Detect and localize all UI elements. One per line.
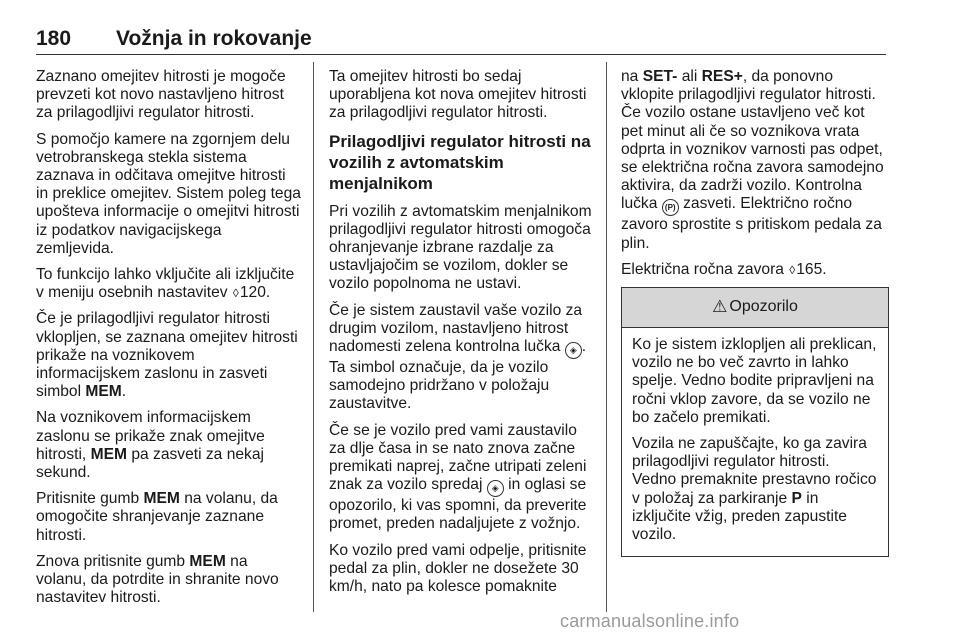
- vehicle-ahead-icon: ◈: [487, 480, 504, 497]
- warning-paragraph: Ko je sistem izklopljen ali preklican, vozilo ne bo več zavrto in lahko spelje. Vedno bodite pripravljeni na ročni vklop zavore, da se vozilo ne bo začelo premikati.: [632, 336, 877, 426]
- paragraph: [329, 302, 595, 414]
- paragraph-text: ali: [681, 68, 698, 85]
- paragraph-text: Če je sistem zaustavil vaše vozilo za drugim vozilom, nastavljeno hitrost nadomesti zelena kontrolna lučka: [329, 301, 583, 356]
- paragraph: S pomočjo kamere na zgornjem delu vetrobranskega stekla sistema zaznava in odčitava omejitve hitrosti in preklice omejitev. Sistem poleg tega upošteva informacije o omejitvi hitrosti iz podatkov navigacijskega zemljevida.: [36, 130, 301, 257]
- paragraph: [621, 261, 889, 279]
- paragraph-text: Če se je vozilo pred vami zaustavilo za dlje časa in se nato znova začne premikati naprej, začne utripati zeleni znak za vozilo spredaj: [329, 421, 587, 494]
- header-divider: [36, 54, 886, 55]
- paragraph: [36, 409, 302, 482]
- res-plus-label: RES+: [701, 68, 743, 85]
- mem-label: MEM: [143, 490, 180, 508]
- page-header: [36, 27, 886, 53]
- paragraph-text: Električna ročna zavora: [621, 260, 784, 278]
- paragraph: Ta omejitev hitrosti bo sedaj uporabljena kot nova omejitev hitrosti za prilagodljivi regulator hitrosti.: [329, 68, 587, 122]
- warning-title: Opozorilo: [729, 298, 798, 316]
- mem-label: MEM: [85, 383, 122, 401]
- paragraph-text: pa zasveti za nekaj sekund.: [36, 445, 264, 482]
- paragraph: [36, 490, 302, 545]
- paragraph: Zaznano omejitev hitrosti je mogoče prevzeti kot novo nastavljeno hitrost za prilagodljivi regulator hitrosti.: [36, 68, 286, 122]
- paragraph-text: Pritisnite gumb: [36, 490, 140, 508]
- column-divider-2: [606, 62, 607, 612]
- column-2: [329, 68, 595, 604]
- paragraph-text: , da ponovno vklopite prilagodljivi regulator hitrosti. Če vozilo ostane ustavljeno več kot pet minut ali če so voznikova vrata odprta in voznikov varnosti pas odpet, se električna ročna zavora samodejno aktivira, da zadrži vozilo. Kontrolna lučka: [621, 68, 884, 213]
- set-minus-label: SET-: [642, 68, 678, 85]
- vehicle-ahead-icon: ◈: [565, 342, 582, 359]
- paragraph: [36, 310, 302, 401]
- paragraph: [36, 266, 302, 302]
- paragraph-text: na: [621, 68, 639, 85]
- paragraph: Ko vozilo pred vami odpelje, pritisnite pedal za plin, dokler ne dosežete 30 km/h, nato pa kolesce pomaknite: [329, 541, 587, 596]
- column-1: [36, 68, 302, 615]
- paragraph-text: na volanu, da omogočite shranjevanje zaznane hitrosti.: [36, 490, 278, 544]
- watermark: carmanualsonline.info: [560, 611, 740, 631]
- page-title: Vožnja in rokovanje: [116, 27, 312, 50]
- column-3: [621, 68, 889, 557]
- paragraph-text: Če je prilagodljivi regulator hitrosti vklopljen, se zaznana omejitev hitrosti prikaže na voznikovem informacijskem zaslonu in zasveti simbol: [36, 310, 298, 401]
- paragraph-text: Na voznikovem informacijskem zaslonu se prikaže znak omejitve hitrosti,: [36, 409, 265, 463]
- arrow-reference-icon: ◊: [232, 286, 239, 301]
- paragraph-text: zasveti. Električno ročno zavoro sprostite s pritiskom pedala za plin.: [621, 195, 882, 252]
- park-position-label: P: [791, 489, 802, 507]
- page-number: 180: [36, 27, 72, 50]
- parking-brake-lamp-icon: (P): [662, 199, 679, 216]
- page-reference[interactable]: 120.: [239, 284, 271, 302]
- warning-body: [622, 328, 888, 556]
- paragraph-text: To funkcijo lahko vključite ali izključite v meniju osebnih nastavitev: [36, 266, 295, 302]
- paragraph-text: Znova pritisnite gumb: [36, 552, 186, 570]
- paragraph-text: .: [121, 383, 127, 401]
- page-reference[interactable]: 165.: [796, 260, 827, 278]
- paragraph-text: in oglasi se opozorilo, ki vas spomni, da preverite promet, preden nadaljujete z vožnjo.: [329, 476, 587, 533]
- paragraph: Pri vozilih z avtomatskim menjalnikom prilagodljivi regulator hitrosti omogoča ohranjevanje izbrane razdalje za ustavljajočim se vozilom, dokler se vozilo popolnoma ne ustavi.: [329, 202, 592, 293]
- column-divider-1: [313, 62, 314, 612]
- paragraph-text: na volanu, da potrdite in shranite novo nastavitev hitrosti.: [36, 552, 279, 607]
- section-heading: Prilagodljivi regulator hitrosti na vozilih z avtomatskim menjalnikom: [329, 131, 591, 193]
- paragraph: [329, 422, 595, 534]
- paragraph-text: in izključite vžig, preden zapustite vozilo.: [632, 489, 847, 544]
- paragraph: [36, 553, 302, 608]
- arrow-reference-icon: ◊: [789, 262, 796, 277]
- warning-box: [621, 287, 889, 557]
- warning-triangle-icon: ⚠: [712, 297, 728, 317]
- paragraph-text: . Ta simbol označuje, da je vozilo samodejno pridržano v položaju zaustavitve.: [329, 338, 587, 413]
- mem-label: MEM: [90, 445, 127, 463]
- paragraph: [621, 68, 889, 253]
- mem-label: MEM: [189, 552, 226, 570]
- paragraph-text: Vozila ne zapuščajte, ko ga zavira prilagodljivi regulator hitrosti. Vedno premaknite prestavno ročico v položaj za parkiranje: [632, 435, 877, 507]
- warning-paragraph: [632, 435, 878, 544]
- warning-header: [622, 288, 888, 328]
